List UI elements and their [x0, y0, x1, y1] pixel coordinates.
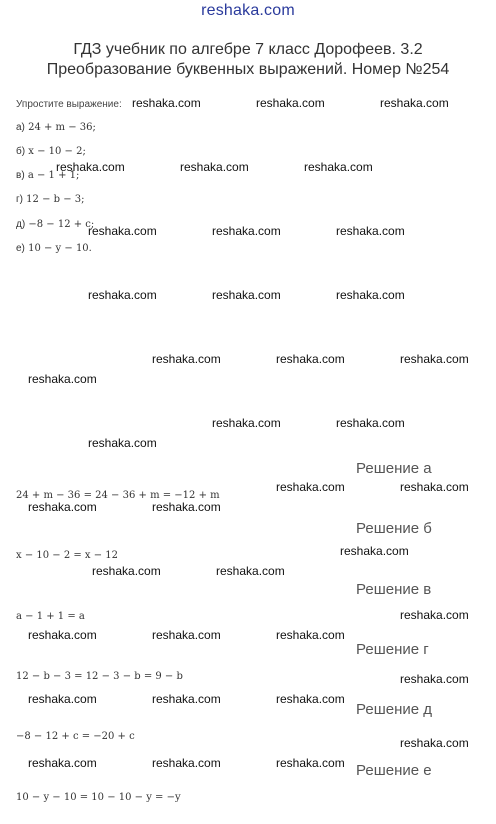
watermark: reshaka.com: [336, 224, 405, 238]
solution-heading: Решение г: [356, 641, 429, 658]
solution-text: a − 1 + 1 = a: [16, 611, 85, 622]
watermark: reshaka.com: [276, 692, 345, 706]
solution-text: 10 − y − 10 = 10 − 10 − y = −y: [16, 792, 181, 803]
watermark: reshaka.com: [400, 736, 469, 750]
solution-heading: Решение б: [356, 520, 432, 537]
task-item-expression: 10 − y − 10.: [28, 243, 92, 254]
task-item-label: б): [16, 146, 26, 157]
watermark: reshaka.com: [276, 756, 345, 770]
task-intro: Упростите выражение:: [16, 99, 122, 110]
task-item-expression: −8 − 12 + c;: [28, 219, 95, 230]
task-item-label: д): [16, 219, 26, 230]
site-logo[interactable]: reshaka.com: [201, 2, 295, 19]
task-item: [16, 219, 94, 230]
watermark: reshaka.com: [216, 564, 285, 578]
watermark: reshaka.com: [28, 756, 97, 770]
task-item: [16, 146, 86, 157]
watermark: reshaka.com: [212, 416, 281, 430]
watermark: reshaka.com: [88, 436, 157, 450]
watermark: reshaka.com: [380, 96, 449, 110]
task-item-label: г): [16, 194, 23, 205]
watermark: reshaka.com: [276, 480, 345, 494]
watermark: reshaka.com: [92, 564, 161, 578]
watermark: reshaka.com: [28, 372, 97, 386]
task-item-label: е): [16, 243, 25, 254]
watermark: reshaka.com: [28, 500, 97, 514]
task-item-label: в): [16, 170, 25, 181]
solution-text: 12 − b − 3 = 12 − 3 − b = 9 − b: [16, 671, 183, 682]
page-title-line-1: ГДЗ учебник по алгебре 7 класс Дорофеев. 3.2: [73, 41, 423, 58]
solution-heading: Решение д: [356, 701, 432, 718]
solution-heading: Решение е: [356, 762, 432, 779]
watermark: reshaka.com: [88, 224, 157, 238]
watermark: reshaka.com: [256, 96, 325, 110]
watermark: reshaka.com: [276, 352, 345, 366]
task-item: [16, 194, 85, 205]
watermark: reshaka.com: [88, 288, 157, 302]
solution-heading: Решение в: [356, 581, 432, 598]
task-item-expression: 24 + m − 36;: [28, 122, 96, 133]
page-title-line-2: Преобразование буквенных выражений. Номер №254: [46, 61, 450, 78]
task-item: [16, 243, 92, 254]
watermark: reshaka.com: [152, 352, 221, 366]
watermark: reshaka.com: [276, 628, 345, 642]
solution-text: x − 10 − 2 = x − 12: [16, 550, 119, 561]
watermark: reshaka.com: [152, 628, 221, 642]
watermark: reshaka.com: [28, 628, 97, 642]
watermark: reshaka.com: [152, 692, 221, 706]
watermark: reshaka.com: [212, 224, 281, 238]
watermark: reshaka.com: [180, 160, 249, 174]
watermark: reshaka.com: [400, 352, 469, 366]
task-item: [16, 122, 96, 133]
solution-text: 24 + m − 36 = 24 − 36 + m = −12 + m: [16, 490, 220, 501]
watermark: reshaka.com: [132, 96, 201, 110]
watermark: reshaka.com: [400, 480, 469, 494]
solution-text: −8 − 12 + c = −20 + c: [16, 731, 135, 742]
watermark: reshaka.com: [152, 500, 221, 514]
watermark: reshaka.com: [56, 160, 125, 174]
task-item-label: а): [16, 122, 25, 133]
watermark: reshaka.com: [336, 416, 405, 430]
watermark: reshaka.com: [340, 544, 409, 558]
watermark: reshaka.com: [400, 672, 469, 686]
watermark: reshaka.com: [304, 160, 373, 174]
watermark: reshaka.com: [28, 692, 97, 706]
task-item-expression: 12 − b − 3;: [26, 194, 85, 205]
watermark: reshaka.com: [400, 608, 469, 622]
solution-heading: Решение а: [356, 460, 432, 477]
task-item-expression: x − 10 − 2;: [28, 146, 86, 157]
watermark: reshaka.com: [336, 288, 405, 302]
task-item-expression: a − 1 + 1;: [27, 170, 80, 181]
watermark: reshaka.com: [152, 756, 221, 770]
watermark: reshaka.com: [212, 288, 281, 302]
